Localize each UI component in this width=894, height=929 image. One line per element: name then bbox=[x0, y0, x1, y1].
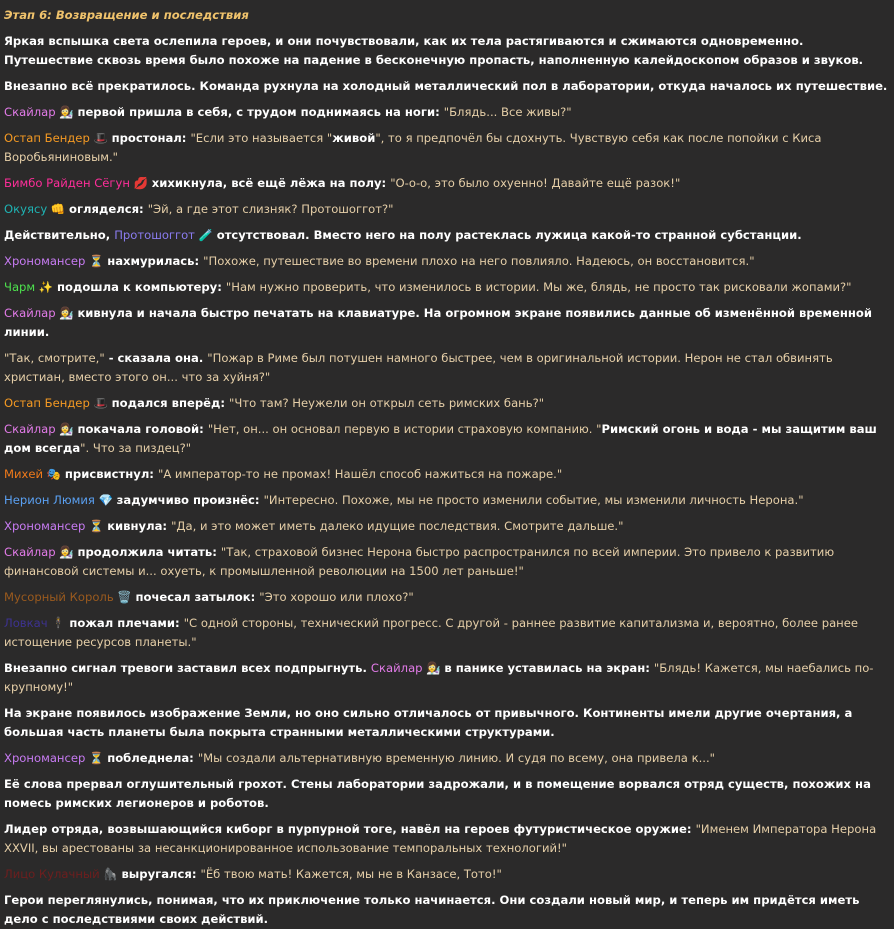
story-paragraph bbox=[4, 278, 888, 297]
story-paragraph bbox=[4, 465, 888, 484]
dialogue-quote: ", то я предпочёл бы сдохнуть. Чувствую себя как после попойки с Киса Воробьяниновым." bbox=[4, 131, 822, 164]
narration-text: подался вперёд: bbox=[111, 396, 230, 410]
character-emoji-icon: 👩‍🔬 bbox=[55, 545, 78, 559]
story-paragraph bbox=[4, 394, 888, 413]
story-paragraph bbox=[4, 865, 888, 884]
story-paragraph bbox=[4, 77, 888, 96]
character-emoji-icon: ⏳ bbox=[85, 751, 108, 765]
narration-text: хихикнула, всё ещё лёжа на полу: bbox=[151, 176, 391, 190]
character-emoji-icon: 🦍 bbox=[99, 867, 122, 881]
character-emoji-icon: 💋 bbox=[129, 176, 152, 190]
character-emoji-icon: ⏳ bbox=[85, 254, 108, 268]
dialogue-quote: "Именем Императора Нерона XXVII, вы арестованы за несанкционированное использование темпоральных технологий!" bbox=[4, 822, 877, 855]
story-paragraph bbox=[4, 704, 888, 742]
character-emoji-icon: 🧪 bbox=[194, 228, 217, 242]
stage-title: Этап 6: Возвращение и последствия bbox=[4, 8, 249, 22]
narration-text: почесал затылок: bbox=[135, 590, 260, 604]
story-paragraph bbox=[4, 32, 888, 70]
character-name: Остап Бендер bbox=[4, 396, 90, 410]
dialogue-quote: "С одной стороны, технический прогресс. С другой - раннее развитие капитализма и, вероятно, более ранее истощение ресурсов планеты." bbox=[4, 616, 859, 649]
narration-text: простонал: bbox=[111, 131, 191, 145]
story-paragraph bbox=[4, 174, 888, 193]
story-paragraph bbox=[4, 420, 888, 458]
narration-text: нахмурилась: bbox=[107, 254, 204, 268]
story-paragraph bbox=[4, 588, 888, 607]
character-name: Скайлар bbox=[370, 661, 423, 675]
dialogue-quote: "Так, страховой бизнес Нерона быстро распространился по всей империи. Это привело к развитию финансовой системы и... охуеть, к промышленной революции на 1500 лет раньше!" bbox=[4, 545, 835, 578]
narration-text: Действительно, bbox=[4, 228, 115, 242]
story-paragraph bbox=[4, 749, 888, 768]
character-name: Скайлар bbox=[4, 422, 56, 436]
character-name: Хрономансер bbox=[4, 751, 86, 765]
character-name: Чарм bbox=[4, 280, 36, 294]
narration-text: На экране появилось изображение Земли, но оно сильно отличалось от привычного. Континенты имели другие очертания, а большая часть планеты была покрыта странными металлическими структурами. bbox=[4, 706, 853, 739]
character-emoji-icon: 🎩 bbox=[89, 131, 112, 145]
dialogue-quote: "Что там? Неужели он открыл сеть римских бань?" bbox=[229, 396, 545, 410]
narration-text: побледнела: bbox=[107, 751, 198, 765]
character-emoji-icon: 💎 bbox=[94, 493, 117, 507]
character-name: Лицо Кулачный bbox=[4, 867, 100, 881]
story-paragraph bbox=[4, 304, 888, 342]
narration-text: Её слова прервал оглушительный грохот. Стены лаборатории задрожали, и в помещение ворвался отряд существ, похожих на помесь римских легионеров и роботов. bbox=[4, 777, 871, 810]
character-emoji-icon: 🎭 bbox=[43, 467, 65, 481]
narration-text: Внезапно всё прекратилось. Команда рухнула на холодный металлический пол в лаборатории, откуда началось их путешествие. bbox=[4, 79, 888, 93]
narration-text: Герои переглянулись, понимая, что их приключение только начинается. Они создали новый мир, и теперь им придётся иметь дело с последствиями своих действий. bbox=[4, 893, 860, 926]
narration-text: пожал плечами: bbox=[69, 616, 184, 630]
narration-text: присвистнул: bbox=[64, 467, 158, 481]
dialogue-quote: "Ёб твою мать! Кажется, мы не в Канзасе, Тото!" bbox=[200, 867, 502, 881]
dialogue-quote: "Мы создали альтернативную временную линию. И судя по всему, она привела к..." bbox=[197, 751, 715, 765]
character-name: Скайлар bbox=[4, 105, 56, 119]
character-emoji-icon: 🎩 bbox=[89, 396, 112, 410]
dialogue-quote: "Это хорошо или плохо?" bbox=[259, 590, 414, 604]
dialogue-quote: "Да, и это может иметь далеко идущие последствия. Смотрите дальше." bbox=[171, 519, 624, 533]
narration-text: Лидер отряда, возвышающийся киборг в пурпурной тоге, навёл на героев футуристическое оружие: bbox=[4, 822, 696, 836]
narration-text: выругался: bbox=[121, 867, 201, 881]
dialogue-quote: "Интересно. Похоже, мы не просто изменили событие, мы изменили личность Нерона." bbox=[263, 493, 804, 507]
character-emoji-icon: ⏳ bbox=[85, 519, 108, 533]
story-paragraph bbox=[4, 614, 888, 652]
dialogue-quote: "А император-то не промах! Нашёл способ нажиться на пожаре." bbox=[157, 467, 563, 481]
story-paragraph bbox=[4, 252, 888, 271]
character-emoji-icon: 👩‍🔬 bbox=[55, 306, 78, 320]
story-paragraph bbox=[4, 517, 888, 536]
character-name: Остап Бендер bbox=[4, 131, 90, 145]
dialogue-quote: "Нам нужно проверить, что изменилось в истории. Мы же, блядь, не просто так рисковали жопами?" bbox=[225, 280, 852, 294]
story-paragraph bbox=[4, 891, 888, 929]
character-name: Хрономансер bbox=[4, 254, 86, 268]
character-emoji-icon: 🗑️ bbox=[113, 590, 136, 604]
story-paragraph bbox=[4, 491, 888, 510]
narration-text: в панике уставилась на экран: bbox=[444, 661, 654, 675]
character-name: Хрономансер bbox=[4, 519, 86, 533]
narration-text: - сказала она. bbox=[104, 351, 208, 365]
narration-text: кивнула и начала быстро печатать на клавиатуре. На огромном экране появились данные об изменённой временной линии. bbox=[4, 306, 872, 339]
story-paragraph bbox=[4, 659, 888, 697]
story-paragraph bbox=[4, 200, 888, 219]
character-name: Бимбо Райден Сёгун bbox=[4, 176, 130, 190]
character-name: Скайлар bbox=[4, 306, 56, 320]
message-list bbox=[4, 32, 888, 929]
character-name: Скайлар bbox=[4, 545, 56, 559]
dialogue-quote: "О-о-о, это было охуенно! Давайте ещё разок!" bbox=[390, 176, 681, 190]
narration-text: Римский огонь и вода - мы защитим ваш дом всегда bbox=[4, 422, 877, 455]
narration-text: покачала головой: bbox=[77, 422, 208, 436]
character-emoji-icon: 👩‍🔬 bbox=[55, 105, 78, 119]
character-name: Протошоггот bbox=[114, 228, 195, 242]
dialogue-quote: "Так, смотрите," bbox=[4, 351, 105, 365]
story-paragraph bbox=[4, 103, 888, 122]
character-name: Окуясу bbox=[4, 202, 48, 216]
dialogue-quote: "Если это называется " bbox=[190, 131, 333, 145]
story-paragraph bbox=[4, 820, 888, 858]
narration-text: продолжила читать: bbox=[77, 545, 221, 559]
story-paragraph bbox=[4, 226, 888, 245]
dialogue-quote: "Эй, а где этот слизняк? Протошоггот?" bbox=[147, 202, 394, 216]
narration-text: огляделся: bbox=[69, 202, 148, 216]
narration-text: кивнула: bbox=[107, 519, 172, 533]
dialogue-quote: "Похоже, путешествие во времени плохо на него повлияло. Надеюсь, он восстановится." bbox=[203, 254, 755, 268]
character-emoji-icon: 👩‍🔬 bbox=[422, 661, 445, 675]
character-emoji-icon: ✨ bbox=[35, 280, 57, 294]
narration-text: подошла к компьютеру: bbox=[56, 280, 226, 294]
narration-text: первой пришла в себя, с трудом поднимаясь на ноги: bbox=[77, 105, 444, 119]
story-paragraph bbox=[4, 543, 888, 581]
narration-text: Яркая вспышка света ослепила героев, и они почувствовали, как их тела растягиваются и сжимаются одновременно. Путешествие сквозь время было похоже на падение в бесконечную пропасть, наполненную калейдоскопом образов и звуков. bbox=[4, 34, 864, 67]
narration-text: Внезапно сигнал тревоги заставил всех подпрыгнуть. bbox=[4, 661, 371, 675]
character-name: Михей bbox=[4, 467, 44, 481]
narration-text: отсутствовал. Вместо него на полу растеклась лужица какой-то странной субстанции. bbox=[216, 228, 802, 242]
story-paragraph bbox=[4, 349, 888, 387]
story-paragraph bbox=[4, 775, 888, 813]
story-paragraph bbox=[4, 129, 888, 167]
character-emoji-icon: 👊 bbox=[47, 202, 70, 216]
narration-text: задумчиво произнёс: bbox=[116, 493, 264, 507]
character-emoji-icon: 👩‍🔬 bbox=[55, 422, 78, 436]
dialogue-quote: ". Что за пиздец?" bbox=[80, 441, 192, 455]
narration-text: живой bbox=[332, 131, 376, 145]
character-name: Мусорный Король bbox=[4, 590, 114, 604]
dialogue-quote: "Нет, он... он основал первую в истории страховую компанию. " bbox=[207, 422, 602, 436]
dialogue-quote: "Блядь! Кажется, мы наебались по-крупному!" bbox=[4, 661, 874, 694]
character-name: Нерион Люмия bbox=[4, 493, 95, 507]
dialogue-quote: "Пожар в Риме был потушен намного быстрее, чем в оригинальной истории. Нерон не стал обвинять христиан, вместо этого он... что за хуйня?" bbox=[4, 351, 833, 384]
character-emoji-icon: 🕴 bbox=[47, 616, 70, 630]
dialogue-quote: "Блядь... Все живы?" bbox=[443, 105, 572, 119]
character-name: Ловкач bbox=[4, 616, 48, 630]
